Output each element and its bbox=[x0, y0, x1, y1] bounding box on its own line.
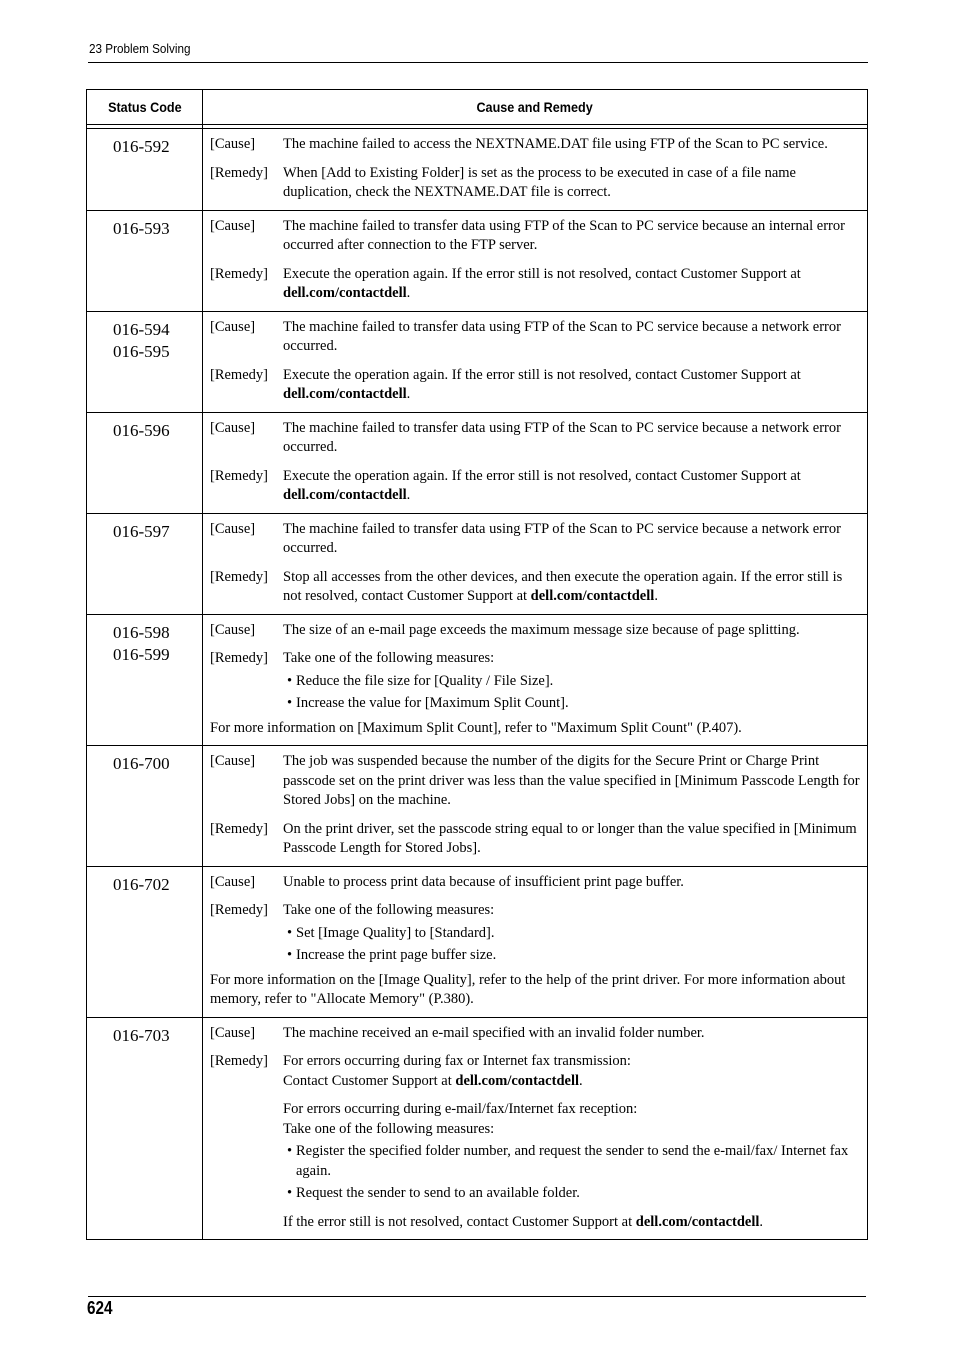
cause-label: [Cause] bbox=[210, 520, 256, 537]
status-code-cell bbox=[87, 513, 203, 614]
cause-text: The machine received an e-mail specified with an invalid folder number. bbox=[283, 1024, 705, 1041]
table-row bbox=[87, 866, 868, 1017]
status-code: 016-594 bbox=[113, 319, 170, 339]
cause-text: The machine failed to transfer data using FTP of the Scan to PC service because a network error occurred. bbox=[283, 520, 841, 556]
header-rule bbox=[88, 62, 868, 63]
final-instruction: If the error still is not resolved, contact Customer Support at dell.com/contactdell. bbox=[283, 1213, 764, 1230]
remedy-label: [Remedy] bbox=[210, 1053, 268, 1069]
remedy-label: [Remedy] bbox=[210, 265, 268, 282]
cause-label: [Cause] bbox=[210, 217, 256, 234]
cause-label: [Cause] bbox=[210, 621, 256, 638]
status-code: 016-703 bbox=[113, 1025, 170, 1045]
status-code-cell bbox=[87, 614, 203, 746]
cause-text: The machine failed to access the NEXTNAME.DAT file using FTP of the Scan to PC service. bbox=[283, 136, 828, 152]
table-row bbox=[87, 129, 868, 211]
reception-instructions: For errors occurring during e-mail/fax/Internet fax reception: Take one of the following measures: • Register the specified folder number, and request the sender to send the e-mail/fax/ Internet fax again. • Request the sender to send to an available folder. bbox=[210, 1100, 861, 1204]
cause-remedy-cell bbox=[203, 129, 868, 211]
remedy-label: [Remedy] bbox=[210, 820, 268, 837]
list-item: • Increase the print page buffer size. bbox=[287, 947, 497, 963]
cause-remedy-cell bbox=[203, 866, 868, 1017]
cause-text: The machine failed to transfer data using FTP of the Scan to PC service because a network error occurred. bbox=[283, 318, 841, 354]
support-link[interactable]: dell.com/contactdell bbox=[283, 285, 407, 301]
status-code: 016-597 bbox=[113, 521, 170, 541]
cause-remedy-cell bbox=[203, 614, 868, 746]
cause-text: The machine failed to transfer data using FTP of the Scan to PC service because a network error occurred. bbox=[283, 419, 841, 455]
remedy-text: Stop all accesses from the other devices, and then execute the operation again. If the error still is not resolved, contact Customer Support at dell.com/contactdell. bbox=[283, 568, 843, 604]
reference-note: For more information on the [Image Quality], refer to the help of the print driver. For more information about memory, refer to "Allocate Memory" (P.380). bbox=[210, 971, 846, 1007]
remedy-label: [Remedy] bbox=[210, 568, 268, 585]
support-link[interactable]: dell.com/contactdell bbox=[530, 588, 655, 604]
status-code-header: Status Code bbox=[87, 90, 203, 125]
cause-text: The size of an e-mail page exceeds the maximum message size because of page splitting. bbox=[283, 621, 800, 638]
cause-label: [Cause] bbox=[210, 419, 256, 436]
support-link[interactable]: dell.com/contactdell bbox=[283, 487, 407, 503]
status-code-table bbox=[86, 89, 868, 1240]
cause-remedy-cell bbox=[203, 210, 868, 311]
remedy-text: On the print driver, set the passcode string equal to or longer than the value specified in [Minimum Passcode Length for Stored Jobs]. bbox=[283, 820, 857, 856]
cause-text: The job was suspended because the number of the digits for the Secure Print or Charge Print passcode set on the print driver was less than the value specified in [Minimum Passcode Length for Stored Jobs] on the machine. bbox=[283, 753, 860, 808]
table-row bbox=[87, 412, 868, 513]
status-code: 016-700 bbox=[113, 754, 170, 773]
table-row bbox=[87, 210, 868, 311]
cause-label: [Cause] bbox=[210, 753, 256, 769]
list-item: • Increase the value for [Maximum Split Count]. bbox=[287, 695, 569, 711]
status-code: 016-599 bbox=[113, 644, 170, 664]
status-code: 016-592 bbox=[113, 137, 170, 156]
cause-label: [Cause] bbox=[210, 1024, 256, 1041]
section-header: 23 Problem Solving bbox=[89, 41, 191, 56]
remedy-label: [Remedy] bbox=[210, 366, 268, 383]
cause-remedy-cell bbox=[203, 746, 868, 867]
status-code: 016-593 bbox=[113, 218, 170, 238]
status-code-cell bbox=[87, 866, 203, 1017]
remedy-text: For errors occurring during fax or Internet fax transmission: Contact Customer Support at dell.com/contactdell. bbox=[283, 1053, 631, 1089]
remedy-text: Execute the operation again. If the error still is not resolved, contact Customer Support at dell.com/contactdell. bbox=[283, 366, 801, 402]
support-link[interactable]: dell.com/contactdell bbox=[635, 1213, 760, 1230]
reference-note: For more information on [Maximum Split Count], refer to "Maximum Split Count" (P.407). bbox=[210, 719, 742, 736]
page-number: 624 bbox=[87, 1298, 113, 1318]
remedy-label: [Remedy] bbox=[210, 467, 268, 484]
table-row bbox=[87, 1017, 868, 1240]
cause-remedy-cell bbox=[203, 412, 868, 513]
support-link[interactable]: dell.com/contactdell bbox=[283, 386, 407, 402]
status-code: 016-596 bbox=[113, 420, 170, 440]
cause-label: [Cause] bbox=[210, 136, 256, 152]
cause-remedy-cell bbox=[203, 513, 868, 614]
status-code: 016-598 bbox=[113, 622, 170, 642]
remedy-label: [Remedy] bbox=[210, 164, 268, 181]
remedy-label: [Remedy] bbox=[210, 650, 268, 666]
status-code-cell bbox=[87, 746, 203, 867]
status-code-cell bbox=[87, 412, 203, 513]
status-code: 016-702 bbox=[113, 874, 170, 894]
cause-text: Unable to process print data because of insufficient print page buffer. bbox=[283, 873, 684, 890]
remedy-label: [Remedy] bbox=[210, 902, 268, 918]
status-code-cell bbox=[87, 311, 203, 412]
footer-rule bbox=[88, 1296, 866, 1297]
support-link[interactable]: dell.com/contactdell bbox=[455, 1072, 580, 1089]
cause-remedy-cell bbox=[203, 311, 868, 412]
status-code: 016-595 bbox=[113, 341, 170, 361]
list-item: • Register the specified folder number, and request the sender to send the e-mail/fax/ Internet fax again. bbox=[287, 1143, 849, 1179]
status-code-cell bbox=[87, 210, 203, 311]
list-item: • Reduce the file size for [Quality / File Size]. bbox=[287, 672, 554, 689]
remedy-text: Take one of the following measures: • Set [Image Quality] to [Standard]. • Increase the print page buffer size. bbox=[283, 901, 861, 966]
remedy-text: Execute the operation again. If the error still is not resolved, contact Customer Support at dell.com/contactdell. bbox=[283, 265, 801, 301]
list-item: • Request the sender to send to an available folder. bbox=[287, 1185, 580, 1201]
cause-remedy-header: Cause and Remedy bbox=[203, 90, 868, 125]
table-row bbox=[87, 311, 868, 412]
remedy-text: Execute the operation again. If the error still is not resolved, contact Customer Support at dell.com/contactdell. bbox=[283, 467, 801, 503]
cause-label: [Cause] bbox=[210, 318, 256, 335]
remedy-text: When [Add to Existing Folder] is set as the process to be executed in case of a file name duplication, check the NEXTNAME.DAT file is correct. bbox=[283, 164, 796, 200]
cause-label: [Cause] bbox=[210, 873, 256, 890]
remedy-text: Take one of the following measures: • Reduce the file size for [Quality / File Size]. • Increase the value for [Maximum Split Count]. bbox=[283, 649, 861, 714]
table-row bbox=[87, 513, 868, 614]
status-code-cell bbox=[87, 129, 203, 211]
status-code-cell bbox=[87, 1017, 203, 1240]
table-row bbox=[87, 746, 868, 867]
cause-text: The machine failed to transfer data using FTP of the Scan to PC service because an internal error occurred after connection to the FTP server. bbox=[283, 217, 845, 253]
table-header-row bbox=[87, 90, 868, 125]
table-row bbox=[87, 614, 868, 746]
cause-remedy-cell bbox=[203, 1017, 868, 1240]
list-item: • Set [Image Quality] to [Standard]. bbox=[287, 924, 495, 941]
